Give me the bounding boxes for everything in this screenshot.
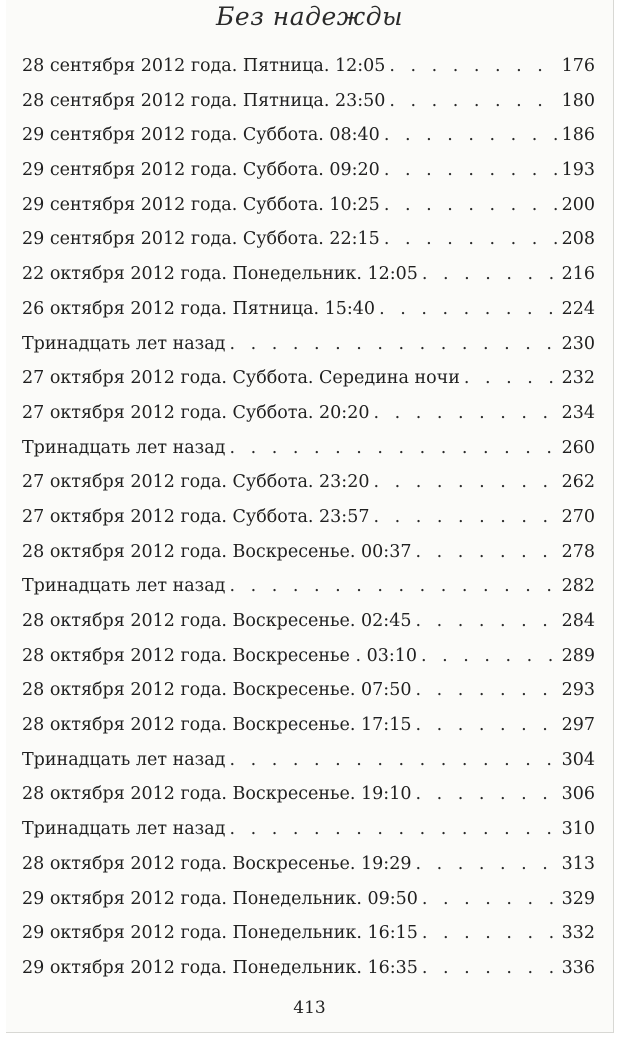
toc-entry-page: 180: [561, 90, 595, 111]
toc-entry: [22, 229, 595, 264]
toc-entry-title: 28 октября 2012 года. Воскресенье. 19:29: [22, 853, 412, 874]
dot-leader: [229, 334, 557, 354]
dot-leader: [229, 576, 557, 596]
toc-entry: [22, 715, 595, 750]
toc-entry: [22, 438, 595, 473]
toc-entry-title: 27 октября 2012 года. Суббота. 23:57: [22, 506, 370, 527]
dot-leader: [415, 611, 557, 631]
toc-entry: [22, 611, 595, 646]
dot-leader: [422, 264, 558, 284]
toc-entry-title: Тринадцать лет назад: [22, 576, 226, 597]
dot-leader: [422, 923, 558, 943]
toc-entry-page: 336: [561, 957, 595, 978]
toc-entry: [22, 264, 595, 299]
toc-entry-title: 28 октября 2012 года. Воскресенье. 17:15: [22, 715, 412, 736]
toc-entry-page: 208: [561, 229, 595, 250]
dot-leader: [464, 368, 558, 388]
toc-entry-page: 224: [561, 298, 595, 319]
toc-entry: [22, 958, 595, 993]
dot-leader: [422, 958, 558, 978]
book-page: [6, 0, 614, 1033]
toc-entry-page: 284: [561, 611, 595, 631]
toc-entry-page: 310: [561, 819, 595, 840]
toc-entry: [22, 507, 595, 542]
toc-entry-page: 200: [561, 194, 595, 215]
toc-entry-title: 28 октября 2012 года. Воскресенье. 07:50: [22, 680, 412, 701]
toc-entry-page: 270: [561, 506, 595, 527]
toc-entry-page: 230: [561, 333, 595, 354]
dot-leader: [421, 646, 558, 666]
toc-entry-title: Тринадцать лет назад: [22, 819, 226, 840]
toc-entry: [22, 403, 595, 438]
toc-entry: [22, 576, 595, 611]
toc-entry: [22, 334, 595, 369]
toc-entry-title: 29 сентября 2012 года. Суббота. 10:25: [22, 194, 380, 215]
toc-entry-title: 28 октября 2012 года. Воскресенье . 03:10: [22, 645, 418, 666]
toc-entry: [22, 854, 595, 889]
toc-entry-title: 28 октября 2012 года. Воскресенье. 00:37: [22, 541, 412, 562]
toc-entry-page: 306: [561, 784, 595, 805]
toc-entry-title: Тринадцать лет назад: [22, 333, 226, 354]
toc-entry-title: 28 октября 2012 года. Воскресенье. 19:10: [22, 784, 412, 805]
toc-entry-title: 22 октября 2012 года. Понедельник. 12:05: [22, 264, 418, 285]
toc-entry-page: 216: [561, 264, 595, 285]
toc-entry-page: 193: [561, 160, 595, 181]
toc-entry: [22, 889, 595, 924]
toc-entry-title: 29 сентября 2012 года. Суббота. 08:40: [22, 125, 380, 146]
toc-entry: [22, 542, 595, 577]
dot-leader: [415, 784, 557, 804]
toc-entry: [22, 125, 595, 160]
dot-leader: [229, 750, 557, 770]
toc-entry: [22, 680, 595, 715]
table-of-contents: [22, 56, 595, 993]
dot-leader: [384, 229, 558, 249]
toc-entry-page: 232: [561, 368, 595, 389]
toc-entry-title: Тринадцать лет назад: [22, 749, 226, 770]
dot-leader: [384, 160, 558, 180]
toc-entry-page: 289: [561, 645, 595, 666]
toc-entry: [22, 368, 595, 403]
toc-entry-page: 297: [561, 715, 595, 736]
dot-leader: [379, 299, 558, 319]
toc-entry-title: 28 сентября 2012 года. Пятница. 12:05: [22, 56, 386, 76]
toc-entry-title: 27 октября 2012 года. Суббота. 23:20: [22, 472, 370, 493]
toc-entry-title: 28 сентября 2012 года. Пятница. 23:50: [22, 90, 386, 111]
dot-leader: [229, 819, 557, 839]
toc-entry-title: Тринадцать лет назад: [22, 437, 226, 458]
page-number: 413: [293, 998, 326, 1018]
dot-leader: [384, 125, 558, 145]
toc-entry-title: 29 октября 2012 года. Понедельник. 16:15: [22, 923, 418, 944]
dot-leader: [415, 715, 557, 735]
toc-entry-title: 27 октября 2012 года. Суббота. Середина ночи: [22, 368, 460, 389]
toc-entry-page: 304: [561, 749, 595, 770]
toc-entry-page: 176: [561, 56, 595, 76]
toc-entry: [22, 56, 595, 91]
toc-entry: [22, 299, 595, 334]
toc-entry: [22, 160, 595, 195]
toc-entry: [22, 750, 595, 785]
dot-leader: [415, 854, 557, 874]
toc-entry-page: 313: [561, 853, 595, 874]
toc-entry-page: 278: [561, 541, 595, 562]
running-head: Без надежды: [216, 2, 403, 31]
toc-entry: [22, 784, 595, 819]
toc-entry-page: 186: [561, 125, 595, 146]
toc-entry-page: 262: [561, 472, 595, 493]
toc-entry: [22, 819, 595, 854]
dot-leader: [373, 507, 557, 527]
toc-entry-page: 282: [561, 576, 595, 597]
dot-leader: [415, 680, 557, 700]
dot-leader: [373, 472, 557, 492]
dot-leader: [229, 438, 557, 458]
toc-entry: [22, 472, 595, 507]
toc-entry-title: 26 октября 2012 года. Пятница. 15:40: [22, 298, 376, 319]
dot-leader: [384, 195, 558, 215]
dot-leader: [415, 542, 557, 562]
toc-entry-page: 260: [561, 437, 595, 458]
toc-entry-title: 27 октября 2012 года. Суббота. 20:20: [22, 402, 370, 423]
toc-entry-page: 329: [561, 888, 595, 909]
toc-entry: [22, 195, 595, 230]
toc-entry-page: 332: [561, 923, 595, 944]
dot-leader: [389, 56, 557, 76]
toc-entry: [22, 923, 595, 958]
toc-entry-title: 29 сентября 2012 года. Суббота. 22:15: [22, 229, 380, 250]
dot-leader: [389, 91, 557, 111]
toc-entry-title: 29 сентября 2012 года. Суббота. 09:20: [22, 160, 380, 181]
toc-entry-title: 29 октября 2012 года. Понедельник. 09:50: [22, 888, 418, 909]
toc-entry: [22, 646, 595, 681]
dot-leader: [373, 403, 557, 423]
toc-entry-page: 234: [561, 402, 595, 423]
toc-entry-title: 29 октября 2012 года. Понедельник. 16:35: [22, 957, 418, 978]
dot-leader: [422, 889, 558, 909]
toc-entry: [22, 91, 595, 126]
toc-entry-page: 293: [561, 680, 595, 701]
toc-entry-title: 28 октября 2012 года. Воскресенье. 02:45: [22, 611, 412, 631]
